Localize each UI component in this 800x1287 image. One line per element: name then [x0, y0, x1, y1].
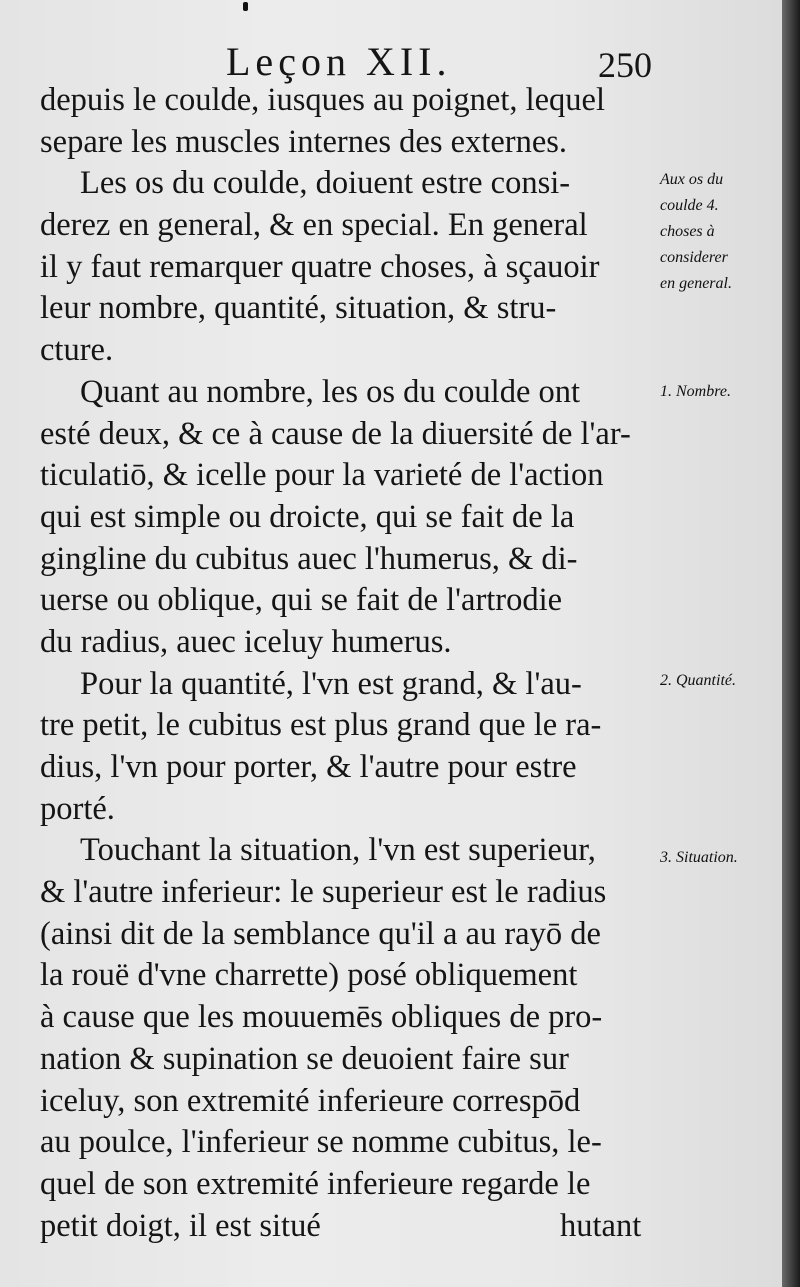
text-line: il y faut remarquer quatre choses, à sçauoir	[40, 248, 600, 285]
margin-note-line: considerer	[660, 249, 728, 266]
margin-note-line: coulde 4.	[660, 197, 719, 214]
text-line: leur nombre, quantité, situation, & stru-	[40, 290, 557, 327]
text-line: iceluy, son extremité inferieure correspōd	[40, 1082, 581, 1119]
text-line-start: petit doigt, il est situé	[40, 1207, 321, 1244]
text-line: au poulce, l'inferieur se nomme cubitus, le-	[40, 1124, 602, 1161]
text-line	[40, 1206, 660, 1248]
running-title: Leçon XII.	[226, 39, 452, 84]
page-number: 250	[598, 45, 652, 85]
ink-speck	[243, 2, 248, 11]
text-line: depuis le coulde, iusques au poignet, lequel	[40, 82, 606, 118]
text-line: gingline du cubitus auec l'humerus, & di-	[40, 540, 578, 577]
text-line: à cause que les mouuemēs obliques de pro-	[40, 999, 603, 1036]
text-line: du radius, auec iceluy humerus.	[40, 623, 452, 660]
text-line: & l'autre inferieur: le superieur est le radius	[40, 874, 607, 911]
text-line: porté.	[40, 790, 115, 827]
text-line: tre petit, le cubitus est plus grand que le ra-	[40, 707, 602, 744]
text-line: qui est simple ou droicte, qui se fait de la	[40, 498, 575, 535]
text-line: separe les muscles internes des externes.	[40, 123, 568, 160]
margin-note-line: en general.	[660, 275, 732, 292]
text-line: Pour la quantité, l'vn est grand, & l'au-	[80, 665, 582, 702]
text-line: (ainsi dit de la semblance qu'il a au rayō de	[40, 915, 601, 952]
margin-note-nombre: 1. Nombre.	[660, 383, 731, 400]
text-line: ticulatiō, & icelle pour la varieté de l'action	[40, 457, 604, 494]
text-line: uerse ou oblique, qui se fait de l'artrodie	[40, 582, 563, 619]
text-line: Quant au nombre, les os du coulde ont	[80, 373, 581, 410]
text-line: nation & supination se deuoient faire sur	[40, 1040, 569, 1077]
text-line: Touchant la situation, l'vn est superieur,	[80, 832, 596, 869]
text-line: derez en general, & en special. En general	[40, 207, 588, 244]
text-line: dius, l'vn pour porter, & l'autre pour estre	[40, 749, 577, 785]
margin-note-general	[660, 167, 782, 297]
margin-note-line: choses à	[660, 223, 715, 240]
margin-note-situation: 3. Situation.	[660, 849, 738, 866]
text-line: quel de son extremité inferieure regarde le	[40, 1165, 591, 1202]
text-line-end: hutant	[560, 1207, 642, 1244]
text-line: la rouë d'vne charrette) posé obliquement	[40, 957, 578, 994]
page-gutter	[782, 0, 800, 1287]
body-text	[40, 80, 660, 1247]
text-line: esté deux, & ce à cause de la diuersité de l'ar-	[40, 415, 631, 452]
text-line: Les os du coulde, doiuent estre consi-	[80, 165, 571, 202]
margin-note-line: Aux os du	[660, 171, 724, 188]
margin-note-quantite: 2. Quantité.	[660, 672, 736, 689]
text-line: cture.	[40, 332, 114, 369]
